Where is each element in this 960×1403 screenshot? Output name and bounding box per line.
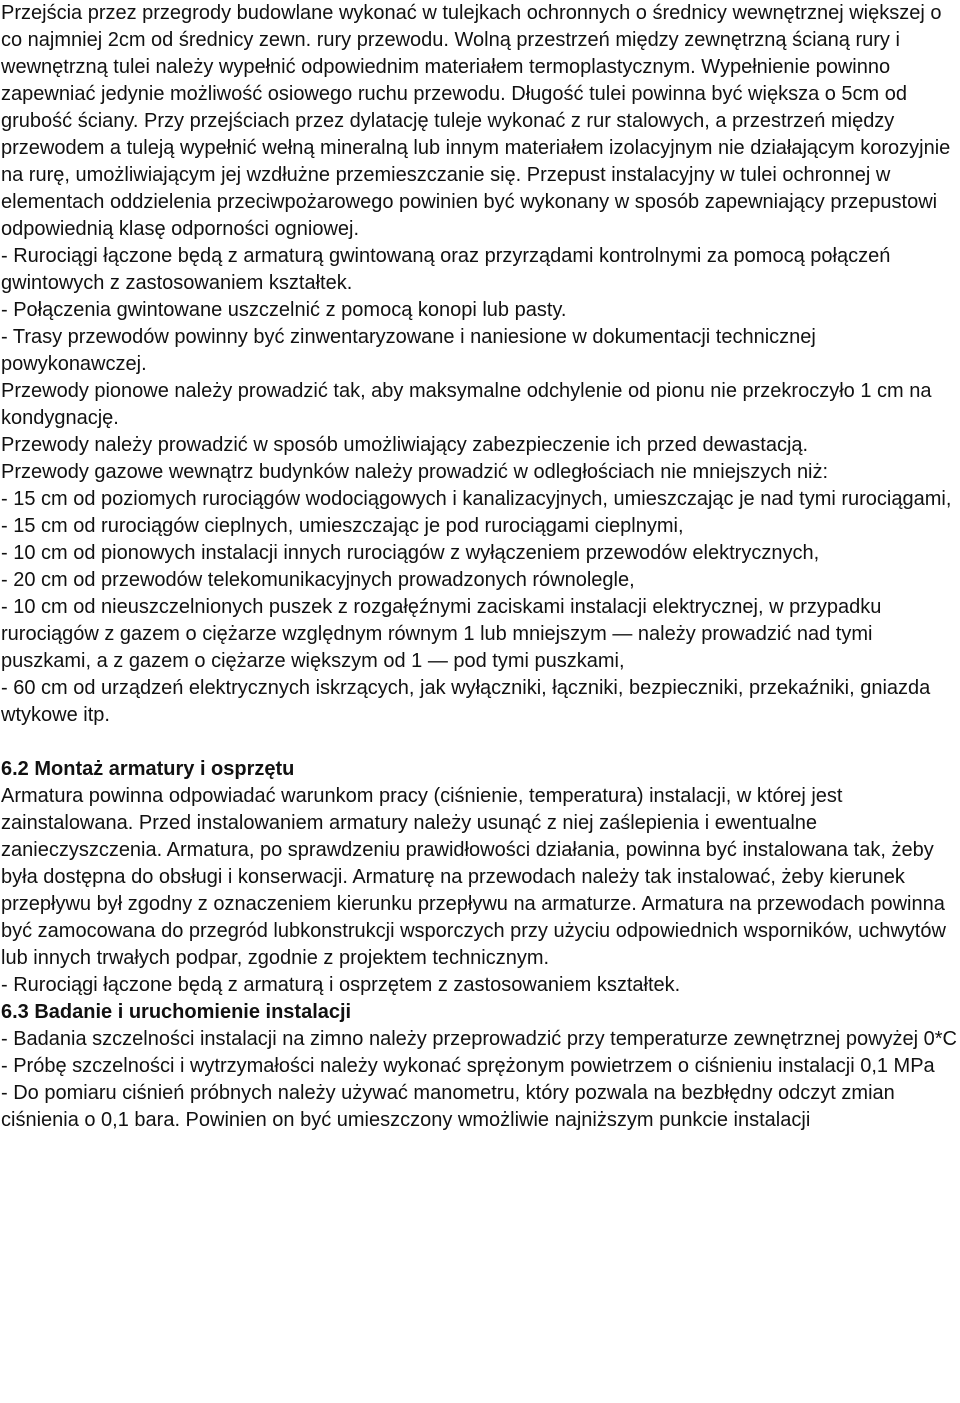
section-heading-6-2: 6.2 Montaż armatury i osprzętu — [1, 758, 295, 780]
list-item: - Połączenia gwintowane uszczelnić z pomocą konopi lub pasty. — [1, 299, 567, 321]
list-item: - Badania szczelności instalacji na zimno należy przeprowadzić przy temperaturze zewnętrznej powyżej 0*C — [1, 1028, 957, 1050]
list-item: Przewody pionowe należy prowadzić tak, aby maksymalne odchylenie od pionu nie przekroczyło 1 cm na kondygnację. — [1, 380, 932, 429]
list-item: Przewody należy prowadzić w sposób umożliwiający zabezpieczenie ich przed dewastacją. — [1, 434, 809, 456]
list-item: - Do pomiaru ciśnień próbnych należy używać manometru, który pozwala na bezbłędny odczyt zmian ciśnienia o 0,1 bara. Powinien on być umieszczony wmożliwie najniższym punkcie instalacji — [1, 1082, 895, 1131]
list-item: - Rurociągi łączone będą z armaturą gwintowaną oraz przyrządami kontrolnymi za pomocą połączeń gwintowych z zastosowaniem kształtek. — [1, 245, 891, 294]
list-item: - 15 cm od rurociągów cieplnych, umieszczając je pod rurociągami cieplnymi, — [1, 515, 684, 537]
list-item: - 60 cm od urządzeń elektrycznych iskrzących, jak wyłączniki, łączniki, bezpieczniki, przekaźniki, gniazda wtykowe itp. — [1, 677, 931, 726]
list-item: - 20 cm od przewodów telekomunikacyjnych prowadzonych równolegle, — [1, 569, 635, 591]
section-6-2-paragraph: Armatura powinna odpowiadać warunkom pracy (ciśnienie, temperatura) instalacji, w której jest zainstalowana. Przed instalowaniem armatury należy usunąć z niej zaślepienia i ewentualne zanieczyszczenia. Armatura, po sprawdzeniu prawidłowości działania, powinna być instalowana tak, żeby była dostępna do obsługi i konserwacji. Armaturę na przewodach należy tak instalować, żeby kierunek przepływu był zgodny z oznaczeniem kierunku przepływu na armaturze. Armatura na przewodach powinna być zamocowana do przegród lubkonstrukcji wsporczych przy użyciu odpowiednich wsporników, uchwytów lub innych trwałych podpar, zgodnie z projektem technicznym. — [1, 785, 946, 969]
list-item: - Próbę szczelności i wytrzymałości należy wykonać sprężonym powietrzem o ciśnieniu instalacji 0,1 MPa — [1, 1055, 935, 1077]
list-item: Przewody gazowe wewnątrz budynków należy prowadzić w odległościach nie mniejszych niż: — [1, 461, 829, 483]
list-item: - 10 cm od nieuszczelnionych puszek z rozgałęźnymi zaciskami instalacji elektrycznej, w przypadku rurociągów z gazem o ciężarze względnym równym 1 lub mniejszym — należy prowadzić nad tymi puszkami, a z gazem o ciężarze większym od 1 — pod tymi puszkami, — [1, 596, 882, 672]
list-item: - Trasy przewodów powinny być zinwentaryzowane i naniesione w dokumentacji technicznej powykonawczej. — [1, 326, 816, 375]
list-item: - 15 cm od poziomych rurociągów wodociągowych i kanalizacyjnych, umieszczając je nad tymi rurociągami, — [1, 488, 952, 510]
paragraph-gap — [1, 729, 960, 756]
list-item: - Rurociągi łączone będą z armaturą i osprzętem z zastosowaniem kształtek. — [1, 974, 681, 996]
section-heading-6-3: 6.3 Badanie i uruchomienie instalacji — [1, 1001, 352, 1023]
intro-paragraph: Przejścia przez przegrody budowlane wykonać w tulejkach ochronnych o średnicy wewnętrznej większej o co najmniej 2cm od średnicy zewn. rury przewodu. Wolną przestrzeń między zewnętrzną ścianą rury i wewnętrzną tulei należy wypełnić odpowiednim materiałem termoplastycznym. Wypełnienie powinno zapewniać jedynie możliwość osiowego ruchu przewodu. Długość tulei powinna być większa o 5cm od grubość ściany. Przy przejściach przez dylatację tuleje wykonać z rur stalowych, a przestrzeń między przewodem a tuleją wypełnić wełną mineralną lub innym materiałem izolacyjnym nie działającym korozyjnie na rurę, umożliwiającym jej wzdłużne przemieszczanie się. Przepust instalacyjny w tulei ochronnej w elementach oddzielenia przeciwpożarowego powinien być wykonany w sposób zapewniający przepustowi odpowiednią klasę odporności ogniowej. — [1, 2, 951, 240]
list-item: - 10 cm od pionowych instalacji innych rurociągów z wyłączeniem przewodów elektrycznych, — [1, 542, 820, 564]
